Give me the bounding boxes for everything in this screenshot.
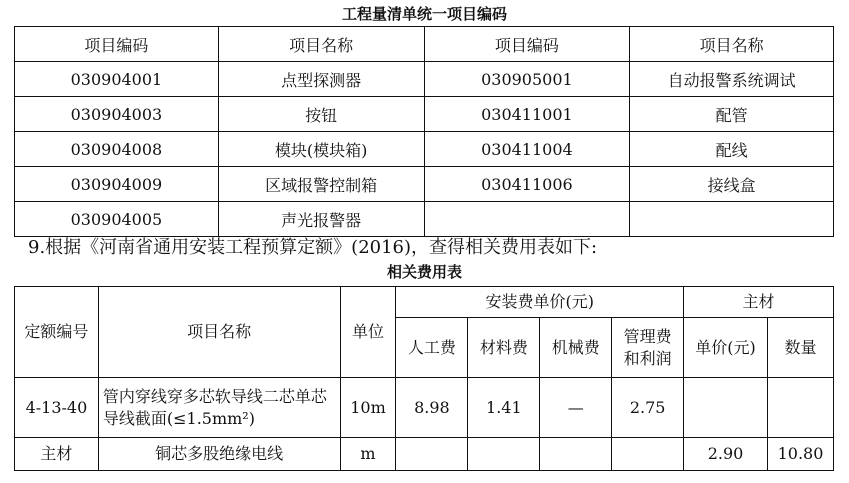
cell <box>424 202 630 237</box>
header-name-1: 项目名称 <box>218 27 424 62</box>
cell: 030411004 <box>424 132 630 167</box>
table1-title: 工程量清单统一项目编码 <box>341 5 507 23</box>
cell-machine <box>540 438 612 471</box>
cell-labor <box>396 438 468 471</box>
header-material: 材料费 <box>468 318 540 378</box>
cell: 配管 <box>630 97 834 132</box>
table2-title: 相关费用表 <box>386 263 462 281</box>
cell-machine: — <box>540 378 612 438</box>
header-name-2: 项目名称 <box>630 27 834 62</box>
cell-name: 铜芯多股绝缘电线 <box>98 438 340 471</box>
cell-unit: 10m <box>340 378 396 438</box>
header-name: 项目名称 <box>98 287 340 378</box>
cell-name: 管内穿线穿多芯软导线二芯单芯导线截面(≤1.5mm²) <box>98 378 340 438</box>
cell-mgmt <box>612 438 684 471</box>
cell-mgmt: 2.75 <box>612 378 684 438</box>
header-mgmt: 管理费和利润 <box>612 318 684 378</box>
cell: 区域报警控制箱 <box>218 167 424 202</box>
cell: 点型探测器 <box>218 62 424 97</box>
cell: 030411006 <box>424 167 630 202</box>
cell-main-qty: 10.80 <box>768 438 834 471</box>
table-header-row <box>15 27 834 62</box>
cell-material: 1.41 <box>468 378 540 438</box>
header-code: 定额编号 <box>15 287 99 378</box>
cell: 030411001 <box>424 97 630 132</box>
cell-main-price: 2.90 <box>684 438 768 471</box>
header-main-price: 单价(元) <box>684 318 768 378</box>
table-row <box>15 62 834 97</box>
cell-labor: 8.98 <box>396 378 468 438</box>
cell-main-price <box>684 378 768 438</box>
cell: 030904001 <box>15 62 219 97</box>
cell: 接线盒 <box>630 167 834 202</box>
table-row <box>15 167 834 202</box>
cost-table <box>14 286 834 471</box>
cell-main-qty <box>768 378 834 438</box>
cell: 030904003 <box>15 97 219 132</box>
item-code-table <box>14 26 834 237</box>
header-install-group: 安装费单价(元) <box>396 287 684 318</box>
header-labor: 人工费 <box>396 318 468 378</box>
header-main-qty: 数量 <box>768 318 834 378</box>
header-machine: 机械费 <box>540 318 612 378</box>
cell: 030905001 <box>424 62 630 97</box>
table-row <box>15 97 834 132</box>
cell: 按钮 <box>218 97 424 132</box>
header-code-1: 项目编码 <box>15 27 219 62</box>
header-unit: 单位 <box>340 287 396 378</box>
table-header-row <box>15 287 834 318</box>
header-code-2: 项目编码 <box>424 27 630 62</box>
cell: 030904009 <box>15 167 219 202</box>
cell: 模块(模块箱) <box>218 132 424 167</box>
table-row <box>15 438 834 471</box>
cell-material <box>468 438 540 471</box>
cell: 声光报警器 <box>218 202 424 237</box>
cell: 自动报警系统调试 <box>630 62 834 97</box>
cell: 配线 <box>630 132 834 167</box>
cell: 030904008 <box>15 132 219 167</box>
cell: 030904005 <box>15 202 219 237</box>
table-row <box>15 378 834 438</box>
cell-code: 4-13-40 <box>15 378 99 438</box>
header-main-group: 主材 <box>684 287 834 318</box>
cell <box>630 202 834 237</box>
table-row <box>15 202 834 237</box>
question-note: 9.根据《河南省通用安装工程预算定额》(2016)，查得相关费用表如下: <box>28 237 598 258</box>
cell-code: 主材 <box>15 438 99 471</box>
cell-unit: m <box>340 438 396 471</box>
table-row <box>15 132 834 167</box>
